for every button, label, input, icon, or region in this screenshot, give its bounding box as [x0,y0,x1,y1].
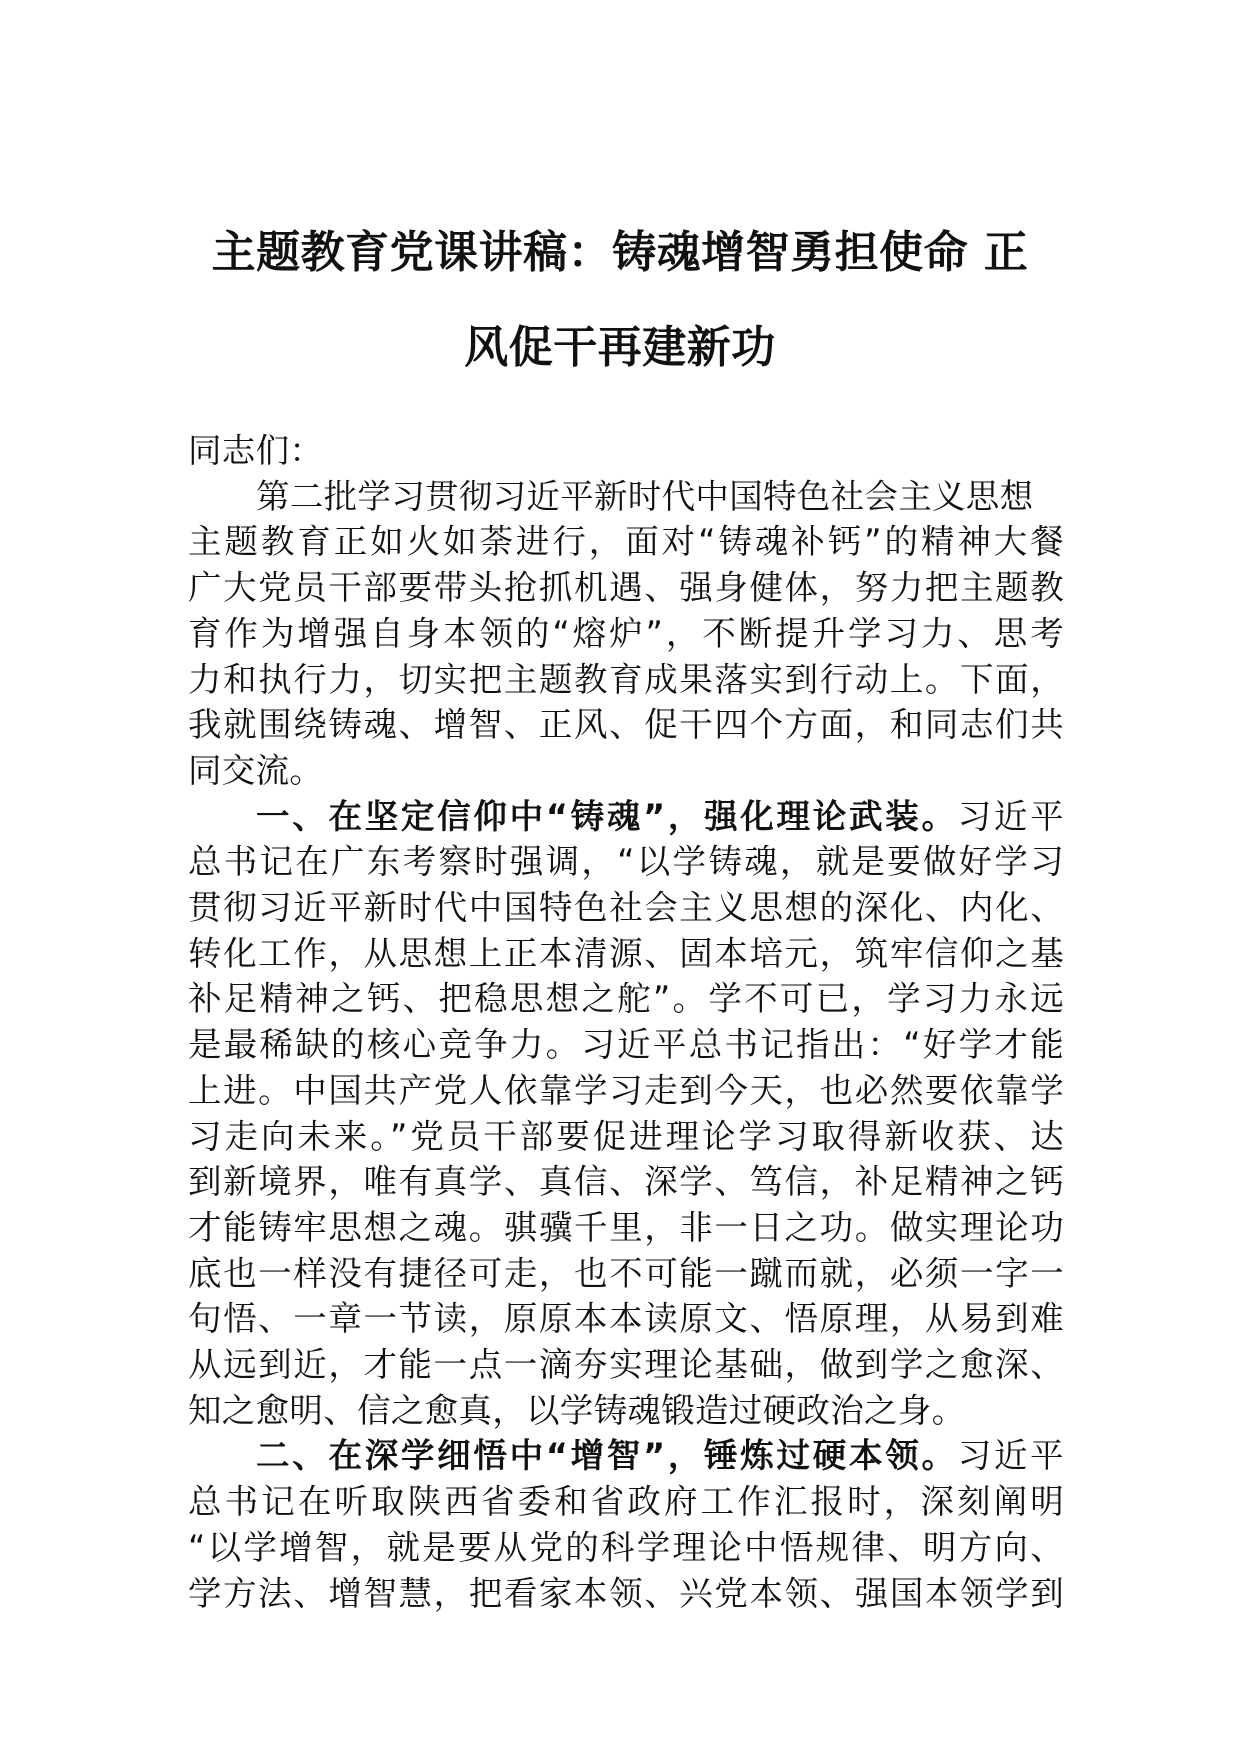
paragraph-line: 知之愈明、信之愈真，以学铸魂锻造过硬政治之身。 [188,1390,966,1430]
paragraph-line: 上进。中国共产党人依靠学习走到今天，也必然要依靠学 [188,1070,1064,1110]
paragraph-line: 总书记在广东考察时强调，“以学铸魂，就是要做好学习 [188,842,1064,882]
paragraph-line: 主题教育正如火如荼进行，面对“铸魂补钙”的精神大餐 [188,522,1064,562]
paragraph-intro [188,474,1064,794]
paragraph-line: 底也一样没有捷径可走，也不可能一蹴而就，必须一字一 [188,1253,1064,1293]
heading-line-rest: 习近平 [957,796,1064,836]
paragraph-line: 同交流。 [188,750,324,790]
paragraph-line: 从远到近，才能一点一滴夯实理论基础，做到学之愈深、 [188,1345,1064,1385]
document-title [180,205,1060,395]
paragraph-line: “以学增智，就是要从党的科学理论中悟规律、明方向、 [188,1527,1064,1567]
paragraph-line: 到新境界，唯有真学、真信、深学、笃信，补足精神之钙 [188,1162,1064,1202]
document-body [188,428,1064,1616]
section-heading: 一、在坚定信仰中“铸魂”，强化理论武装。 [256,796,958,836]
paragraph-line: 第二批学习贯彻习近平新时代中国特色社会主义思想 [256,476,1034,516]
paragraph-line: 广大党员干部要带头抢抓机遇、强身健体，努力把主题教 [188,568,1064,608]
paragraph-line: 补足精神之钙、把稳思想之舵”。学不可已，学习力永远 [188,979,1064,1019]
paragraph-line: 习走向未来。”党员干部要促进理论学习取得新收获、达 [188,1116,1064,1156]
paragraph-line: 才能铸牢思想之魂。骐骥千里，非一日之功。做实理论功 [188,1207,1064,1247]
paragraph-line: 转化工作，从思想上正本清源、固本培元，筑牢信仰之基 [188,933,1064,973]
paragraph-section-two [188,1433,1064,1616]
salutation: 同志们： [188,431,324,470]
paragraph-line: 是最稀缺的核心竞争力。习近平总书记指出：“好学才能 [188,1025,1064,1065]
title-line-1: 主题教育党课讲稿：铸魂增智勇担使命 正 [211,227,1029,278]
paragraph-line: 学方法、增智慧，把看家本领、兴党本领、强国本领学到 [188,1573,1064,1613]
paragraph-line: 力和执行力，切实把主题教育成果落实到行动上。下面， [188,659,1064,699]
paragraph-line: 总书记在听取陕西省委和省政府工作汇报时，深刻阐明 [188,1482,1064,1522]
paragraph-section-one [188,794,1064,1434]
section-heading-line [188,794,1064,840]
paragraph-line: 贯彻习近平新时代中国特色社会主义思想的深化、内化、 [188,888,1064,928]
paragraph-line: 句悟、一章一节读，原原本本读原文、悟原理，从易到难 [188,1299,1064,1339]
paragraph-line: 育作为增强自身本领的“熔炉”，不断提升学习力、思考 [188,613,1064,653]
heading-line-rest: 习近平 [957,1436,1064,1476]
section-heading-line [188,1433,1064,1479]
title-line-2: 风促干再建新功 [464,322,776,373]
section-heading: 二、在深学细悟中“增智”，锤炼过硬本领。 [256,1436,958,1476]
paragraph-line: 我就围绕铸魂、增智、正风、促干四个方面，和同志们共 [188,705,1064,745]
